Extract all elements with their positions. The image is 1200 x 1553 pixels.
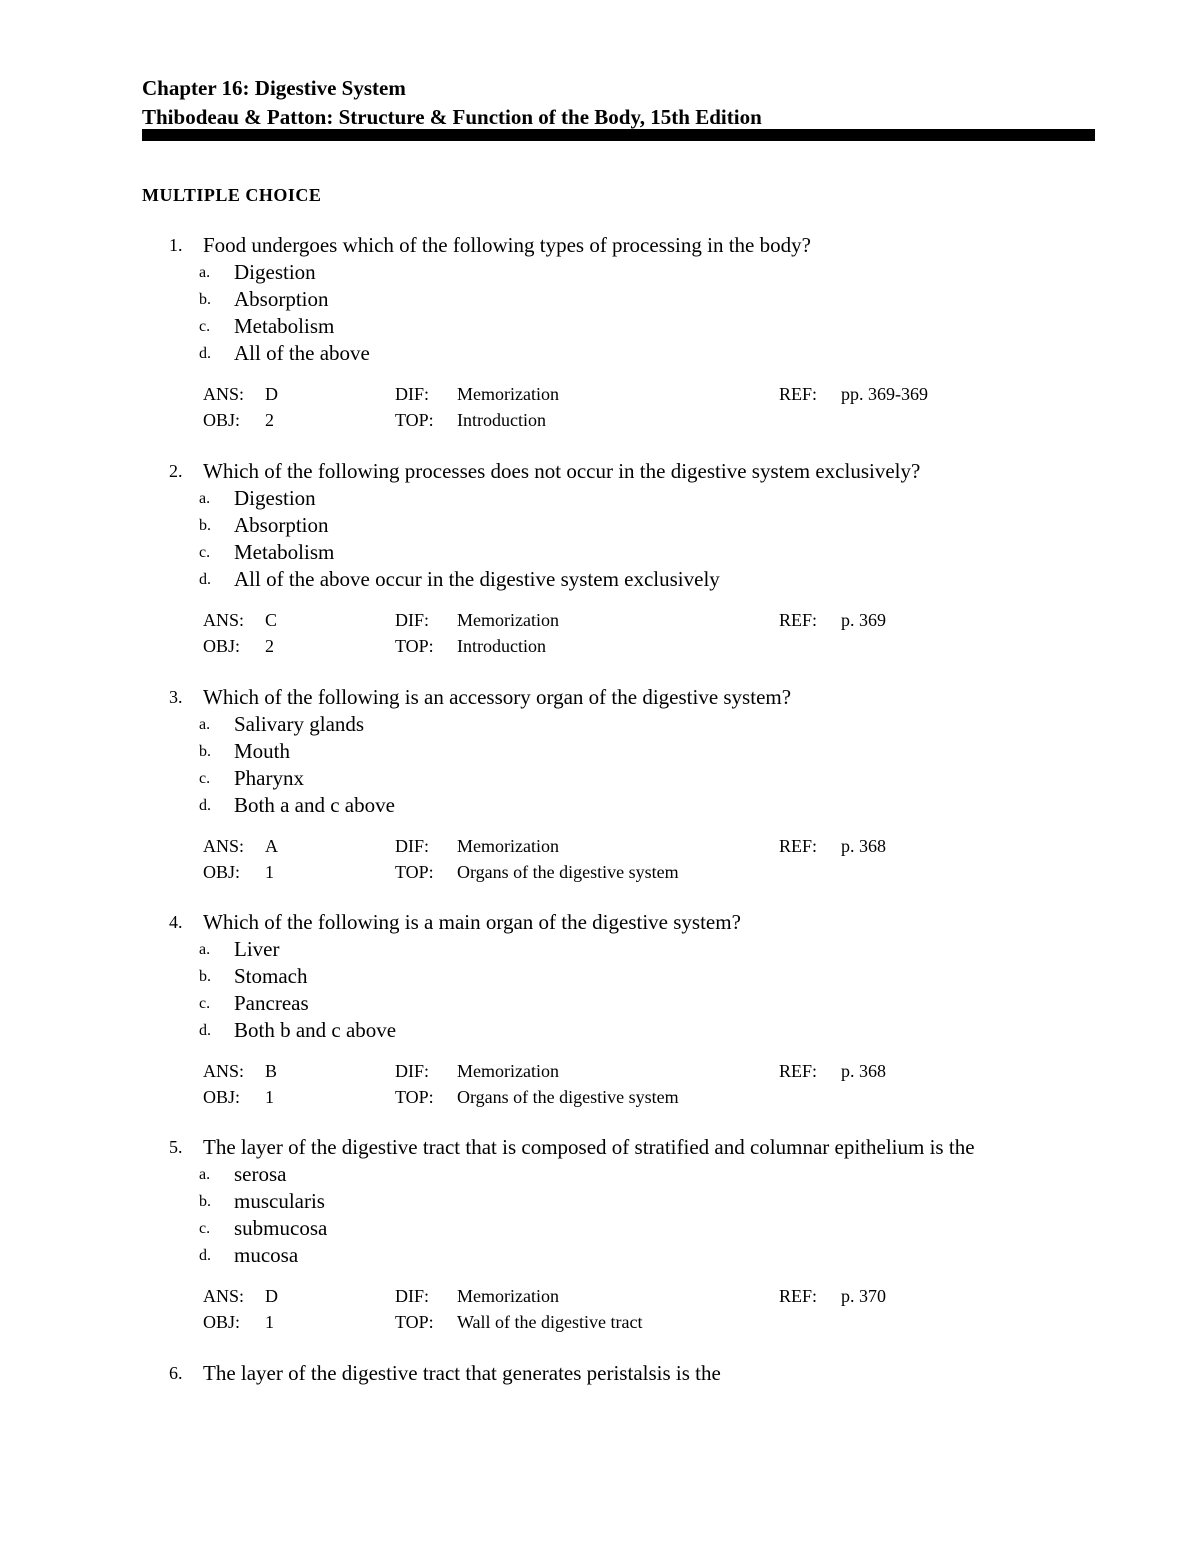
dif-value: Memorization bbox=[457, 1286, 559, 1306]
choice-letter: b. bbox=[199, 517, 211, 534]
question-number: 6. bbox=[169, 1363, 183, 1383]
question-number: 1. bbox=[169, 235, 183, 255]
choice-letter: c. bbox=[199, 318, 211, 335]
question-text: The layer of the digestive tract that is composed of stratified and columnar epithelium is the bbox=[203, 1135, 975, 1159]
ref-label: REF: bbox=[779, 610, 818, 630]
answer-metadata bbox=[142, 607, 1102, 659]
obj-label: OBJ: bbox=[203, 1312, 241, 1332]
choice-text: Liver bbox=[234, 937, 280, 961]
ref-value: pp. 369-369 bbox=[841, 384, 928, 404]
top-label: TOP: bbox=[395, 1312, 434, 1332]
choice-letter: d. bbox=[199, 797, 211, 814]
top-label: TOP: bbox=[395, 410, 434, 430]
choice-text: mucosa bbox=[234, 1243, 299, 1267]
choice-letter: d. bbox=[199, 1247, 211, 1264]
choice-c bbox=[142, 313, 1102, 340]
dif-value: Memorization bbox=[457, 836, 559, 856]
ans-value: D bbox=[265, 384, 278, 404]
choice-c bbox=[142, 539, 1102, 566]
ref-label: REF: bbox=[779, 1286, 818, 1306]
choice-text: Both b and c above bbox=[234, 1018, 397, 1042]
obj-value: 1 bbox=[265, 1087, 274, 1107]
question-text: Which of the following is an accessory organ of the digestive system? bbox=[203, 685, 792, 709]
answer-metadata bbox=[142, 833, 1102, 885]
question-number: 2. bbox=[169, 461, 183, 481]
obj-value: 1 bbox=[265, 1312, 274, 1332]
choice-text: Mouth bbox=[234, 739, 291, 763]
dif-label: DIF: bbox=[395, 1061, 430, 1081]
choice-letter: b. bbox=[199, 291, 211, 308]
question-number: 3. bbox=[169, 687, 183, 707]
choice-d bbox=[142, 792, 1102, 819]
choice-letter: a. bbox=[199, 716, 211, 733]
obj-value: 1 bbox=[265, 862, 274, 882]
choice-text: muscularis bbox=[234, 1189, 325, 1213]
choice-text: All of the above bbox=[234, 341, 370, 365]
dif-label: DIF: bbox=[395, 384, 430, 404]
choice-list bbox=[142, 259, 1102, 367]
choice-d bbox=[142, 1242, 1102, 1269]
obj-value: 2 bbox=[265, 636, 274, 656]
choice-b bbox=[142, 738, 1102, 765]
ans-label: ANS: bbox=[203, 1061, 245, 1081]
question-number: 5. bbox=[169, 1137, 183, 1157]
question-6 bbox=[142, 1360, 1102, 1387]
choice-text: Both a and c above bbox=[234, 793, 395, 817]
choice-a bbox=[142, 485, 1102, 512]
meta-row-1 bbox=[142, 607, 1102, 633]
ans-label: ANS: bbox=[203, 384, 245, 404]
ans-label: ANS: bbox=[203, 836, 245, 856]
choice-a bbox=[142, 711, 1102, 738]
choice-c bbox=[142, 990, 1102, 1017]
dif-label: DIF: bbox=[395, 836, 430, 856]
question-1 bbox=[142, 232, 1102, 433]
header-divider bbox=[142, 129, 1095, 141]
obj-label: OBJ: bbox=[203, 862, 241, 882]
top-label: TOP: bbox=[395, 1087, 434, 1107]
question-text: Which of the following processes does not occur in the digestive system exclusively? bbox=[203, 459, 921, 483]
choice-text: Metabolism bbox=[234, 540, 335, 564]
chapter-title: Chapter 16: Digestive System bbox=[142, 76, 406, 100]
question-text: Which of the following is a main organ of the digestive system? bbox=[203, 910, 741, 934]
question-stem bbox=[142, 909, 1102, 936]
ref-label: REF: bbox=[779, 384, 818, 404]
obj-label: OBJ: bbox=[203, 636, 241, 656]
ref-value: p. 368 bbox=[841, 1061, 886, 1081]
choice-text: Absorption bbox=[234, 287, 329, 311]
choice-letter: a. bbox=[199, 1166, 211, 1183]
ans-value: B bbox=[265, 1061, 278, 1081]
choice-letter: b. bbox=[199, 743, 211, 760]
book-title: Thibodeau & Patton: Structure & Function of the Body, 15th Edition bbox=[142, 105, 762, 129]
choice-d bbox=[142, 1017, 1102, 1044]
choice-letter: c. bbox=[199, 995, 211, 1012]
choice-b bbox=[142, 963, 1102, 990]
question-stem bbox=[142, 458, 1102, 485]
meta-row-1 bbox=[142, 1058, 1102, 1084]
choice-text: Pancreas bbox=[234, 991, 309, 1015]
choice-list bbox=[142, 485, 1102, 593]
document-header bbox=[142, 74, 1102, 132]
dif-value: Memorization bbox=[457, 384, 559, 404]
top-label: TOP: bbox=[395, 636, 434, 656]
ans-value: C bbox=[265, 610, 278, 630]
meta-row-2 bbox=[142, 1084, 1102, 1110]
question-stem bbox=[142, 232, 1102, 259]
top-value: Wall of the digestive tract bbox=[457, 1312, 643, 1332]
answer-metadata bbox=[142, 1283, 1102, 1335]
choice-text: Pharynx bbox=[234, 766, 304, 790]
meta-row-2 bbox=[142, 407, 1102, 433]
meta-row-2 bbox=[142, 633, 1102, 659]
meta-row-1 bbox=[142, 1283, 1102, 1309]
question-text: The layer of the digestive tract that generates peristalsis is the bbox=[203, 1361, 721, 1385]
choice-a bbox=[142, 259, 1102, 286]
choice-list bbox=[142, 711, 1102, 819]
choice-list bbox=[142, 1161, 1102, 1269]
ref-label: REF: bbox=[779, 836, 818, 856]
choice-letter: d. bbox=[199, 345, 211, 362]
choice-text: All of the above occur in the digestive system exclusively bbox=[234, 567, 720, 591]
choice-text: Digestion bbox=[234, 486, 316, 510]
choice-d bbox=[142, 566, 1102, 593]
obj-label: OBJ: bbox=[203, 1087, 241, 1107]
top-value: Introduction bbox=[457, 410, 546, 430]
meta-row-1 bbox=[142, 833, 1102, 859]
question-2 bbox=[142, 458, 1102, 659]
choice-letter: a. bbox=[199, 490, 211, 507]
choice-text: serosa bbox=[234, 1162, 287, 1186]
obj-value: 2 bbox=[265, 410, 274, 430]
choice-letter: b. bbox=[199, 968, 211, 985]
choice-d bbox=[142, 340, 1102, 367]
choice-letter: d. bbox=[199, 1022, 211, 1039]
top-value: Organs of the digestive system bbox=[457, 1087, 679, 1107]
question-5 bbox=[142, 1134, 1102, 1335]
choice-letter: a. bbox=[199, 264, 211, 281]
choice-c bbox=[142, 765, 1102, 792]
section-title: MULTIPLE CHOICE bbox=[142, 185, 322, 205]
question-stem bbox=[142, 684, 1102, 711]
choice-text: Absorption bbox=[234, 513, 329, 537]
dif-value: Memorization bbox=[457, 1061, 559, 1081]
ans-value: D bbox=[265, 1286, 278, 1306]
choice-letter: c. bbox=[199, 770, 211, 787]
ref-label: REF: bbox=[779, 1061, 818, 1081]
choice-text: Digestion bbox=[234, 260, 316, 284]
question-stem bbox=[142, 1360, 1102, 1387]
choice-b bbox=[142, 286, 1102, 313]
ans-label: ANS: bbox=[203, 610, 245, 630]
choice-text: submucosa bbox=[234, 1216, 328, 1240]
choice-b bbox=[142, 512, 1102, 539]
ref-value: p. 369 bbox=[841, 610, 886, 630]
dif-label: DIF: bbox=[395, 1286, 430, 1306]
question-text: Food undergoes which of the following types of processing in the body? bbox=[203, 233, 811, 257]
answer-metadata bbox=[142, 381, 1102, 433]
top-label: TOP: bbox=[395, 862, 434, 882]
question-3 bbox=[142, 684, 1102, 885]
ans-value: A bbox=[265, 836, 278, 856]
choice-b bbox=[142, 1188, 1102, 1215]
meta-row-2 bbox=[142, 859, 1102, 885]
choice-letter: d. bbox=[199, 571, 211, 588]
top-value: Introduction bbox=[457, 636, 546, 656]
choice-list bbox=[142, 936, 1102, 1044]
meta-row-2 bbox=[142, 1309, 1102, 1335]
dif-label: DIF: bbox=[395, 610, 430, 630]
top-value: Organs of the digestive system bbox=[457, 862, 679, 882]
meta-row-1 bbox=[142, 381, 1102, 407]
ans-label: ANS: bbox=[203, 1286, 245, 1306]
choice-letter: c. bbox=[199, 1220, 211, 1237]
choice-text: Stomach bbox=[234, 964, 308, 988]
question-number: 4. bbox=[169, 912, 183, 932]
choice-letter: c. bbox=[199, 544, 211, 561]
answer-metadata bbox=[142, 1058, 1102, 1110]
ref-value: p. 370 bbox=[841, 1286, 886, 1306]
choice-a bbox=[142, 1161, 1102, 1188]
choice-a bbox=[142, 936, 1102, 963]
question-4 bbox=[142, 909, 1102, 1110]
choice-text: Salivary glands bbox=[234, 712, 365, 736]
dif-value: Memorization bbox=[457, 610, 559, 630]
choice-letter: b. bbox=[199, 1193, 211, 1210]
question-stem bbox=[142, 1134, 1102, 1161]
ref-value: p. 368 bbox=[841, 836, 886, 856]
choice-text: Metabolism bbox=[234, 314, 335, 338]
choice-c bbox=[142, 1215, 1102, 1242]
choice-letter: a. bbox=[199, 941, 211, 958]
obj-label: OBJ: bbox=[203, 410, 241, 430]
